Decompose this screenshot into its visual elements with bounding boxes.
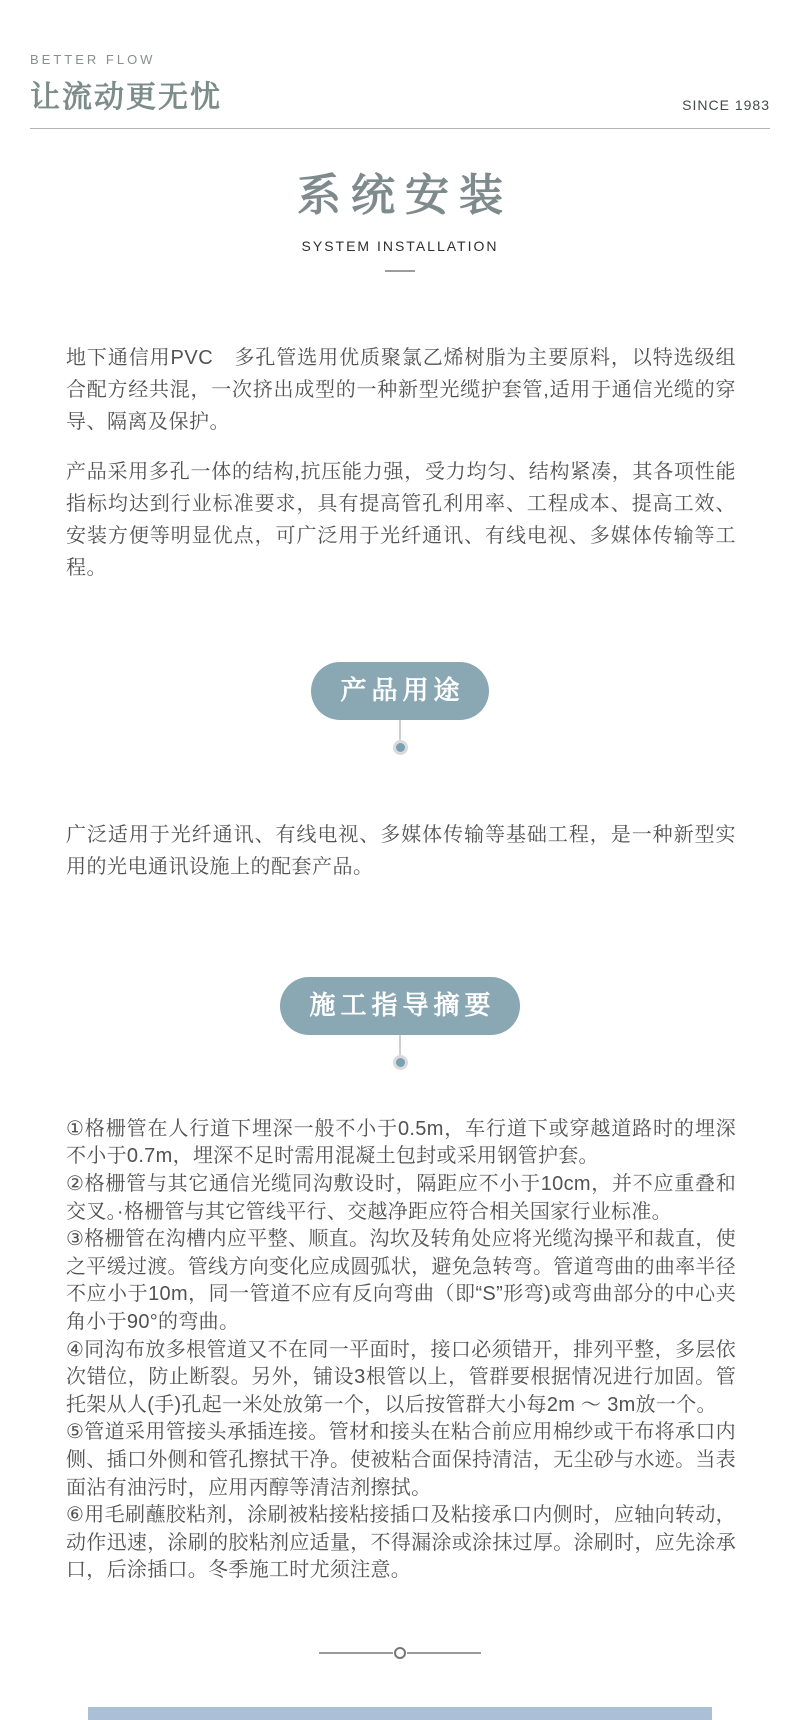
intro-paragraph-1: 地下通信用PVC 多孔管选用优质聚氯乙烯树脂为主要原料，以特选级组合配方经共混，一次挤出成型的一种新型光缆护套管,适用于通信光缆的穿导、隔离及保护。	[66, 347, 736, 433]
usage-badge-block	[0, 662, 800, 755]
footer-divider	[0, 1647, 800, 1659]
brand-header	[0, 0, 800, 124]
badge-stem	[399, 1035, 401, 1055]
badge-dot-icon	[393, 740, 408, 755]
brand-logo: 让流动更无忧	[30, 81, 222, 114]
guide-item-5: ⑤管道采用管接头承插连接。管材和接头在粘合前应用棉纱或干布将承口内侧、插口外侧和管孔擦拭干净。使被粘合面保持清洁，无尘砂与水迹。当表面沾有油污时，应用丙醇等清洁剂擦拭。	[66, 1421, 736, 1499]
guide-badge: 施工指导摘要	[280, 977, 519, 1035]
intro-paragraph-2: 产品采用多孔一体的结构,抗压能力强，受力均匀、结构紧凑，其各项性能指标均达到行业标准要求，具有提高管孔利用率、工程成本、提高工效、安装方便等明显优点，可广泛用于光纤通讯、有线电视、多媒体传输等工程。	[66, 461, 736, 579]
guide-badge-block	[0, 977, 800, 1070]
badge-stem	[399, 720, 401, 740]
since-label: SINCE 1983	[682, 97, 770, 113]
guide-item-6: ⑥用毛刷蘸胶粘剂，涂刷被粘接粘接插口及粘接承口内侧时，应轴向转动，动作迅速，涂刷的胶粘剂应适量，不得漏涂或涂抹过厚。涂刷时，应先涂承口，后涂插口。冬季施工时尤须注意。	[66, 1504, 736, 1582]
title-underline	[385, 270, 415, 272]
page-title: 系统安装	[297, 171, 513, 220]
usage-paragraph: 广泛适用于光纤通讯、有线电视、多媒体传输等基础工程，是一种新型实用的光电通讯设施上的配套产品。	[66, 823, 736, 878]
usage-badge: 产品用途	[311, 662, 488, 720]
divider-ring-icon	[394, 1647, 406, 1659]
guide-list	[66, 1116, 736, 1585]
badge-dot-icon	[393, 1055, 408, 1070]
guide-item-1: ①格栅管在人行道下埋深一般不小于0.5m，车行道下或穿越道路时的埋深不小于0.7m，埋深不足时需用混凝土包封或采用钢管护套。	[66, 1117, 736, 1168]
footer-accent-bar	[88, 1707, 712, 1720]
brand-block	[30, 52, 222, 116]
brand-tagline: BETTER FLOW	[30, 52, 156, 67]
divider-line-left	[319, 1652, 393, 1654]
title-block	[0, 159, 800, 272]
page-subtitle: SYSTEM INSTALLATION	[301, 238, 499, 254]
guide-item-3: ③格栅管在沟槽内应平整、顺直。沟坎及转角处应将光缆沟操平和裁直，使之平缓过渡。管线方向变化应成圆弧状，避免急转弯。管道弯曲的曲率半径不应小于10m，同一管道不应有反向弯曲（即“S”形弯)或弯曲部分的中心夹角小于90°的弯曲。	[66, 1228, 736, 1333]
guide-item-4: ④同沟布放多根管道又不在同一平面时，接口必须错开，排列平整，多层依次错位，防止断裂。另外，铺设3根管以上，管群要根据情况进行加固。管托架从人(手)孔起一米处放第一个，以后按管群大小每2m ～ 3m放一个。	[66, 1338, 736, 1416]
guide-item-2: ②格栅管与其它通信光缆同沟敷设时，隔距应不小于10cm，并不应重叠和交叉。·格栅管与其它管线平行、交越净距应符合相关国家行业标准。	[66, 1172, 736, 1223]
divider-line-right	[407, 1652, 481, 1654]
header-divider	[30, 128, 770, 129]
intro-section	[66, 342, 736, 584]
page-footer	[0, 1647, 800, 1659]
